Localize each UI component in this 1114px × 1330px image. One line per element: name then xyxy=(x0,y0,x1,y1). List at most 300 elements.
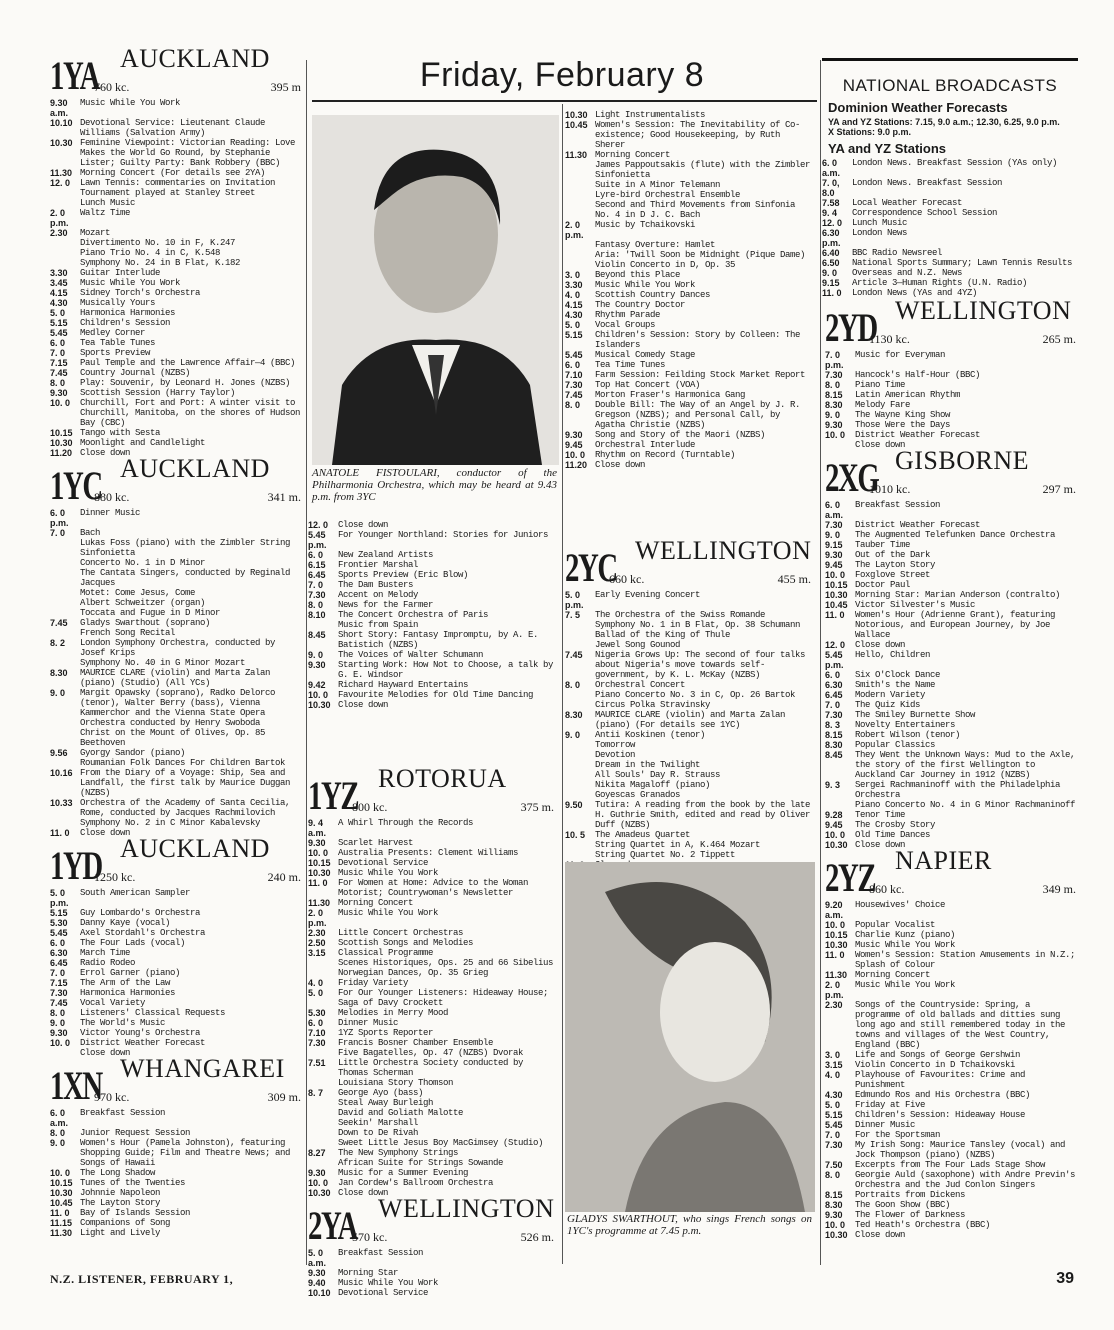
programme-title: Hancock's Half-Hour (BBC) xyxy=(855,370,981,380)
programme-title: Nigeria Grows Up: The second of four talks about Nigeria's move towards self-government, by K. L. McKay (NZBS) xyxy=(595,650,806,680)
station-frequency: 880 kc. xyxy=(94,490,130,504)
programme-time: 10.10 xyxy=(308,1288,331,1298)
station-wavelength: 455 m. xyxy=(777,572,811,586)
programme-time: 7. 0 xyxy=(50,348,66,358)
programme-title: Violin Concerto in D Tchaikovski xyxy=(855,1060,1016,1070)
programme-title: Light Instrumentalists xyxy=(595,110,706,120)
programme-title: Bach xyxy=(80,528,101,538)
programme-row xyxy=(50,1038,305,1048)
programme-title: Australia Presents: Clement Williams xyxy=(338,848,519,858)
programme-title: MAURICE CLARE (violin) and Marta Zalan (piano) (For details see 1YC) xyxy=(595,710,786,730)
programme-time: 7.10 xyxy=(565,370,583,380)
station-call-sign: 1YC xyxy=(50,463,102,508)
programme-row xyxy=(565,200,815,220)
programme-time: 5.15 xyxy=(565,330,583,340)
programme-title: Medley Corner xyxy=(80,328,146,338)
programme-time xyxy=(50,818,80,828)
programme-title: Albert Schweitzer (organ) xyxy=(80,598,206,608)
programme-title: Suite in A Minor Telemann xyxy=(595,180,721,190)
programme-time: 9.42 xyxy=(308,680,326,690)
programme-row xyxy=(565,740,815,750)
programme-time: 9. 3 xyxy=(825,780,841,790)
programme-time xyxy=(825,800,855,810)
national-broadcasts-box xyxy=(822,58,1078,298)
programme-time xyxy=(565,700,595,710)
programme-row xyxy=(308,898,558,908)
programme-time xyxy=(565,740,595,750)
programme-row xyxy=(565,690,815,700)
programme-time: 4.30 xyxy=(825,1090,843,1100)
programme-time: 7.30 xyxy=(825,370,843,380)
programme-row xyxy=(50,668,305,688)
programme-title: Modern Variety xyxy=(855,690,926,700)
programme-time: 6. 0 p.m. xyxy=(50,508,69,528)
programme-title: Toccata and Fugue in D Minor xyxy=(80,608,221,618)
programme-time: 8. 0 xyxy=(565,400,581,410)
programme-title: Music for a Summer Evening xyxy=(338,1168,469,1178)
programme-title: Popular Vocalist xyxy=(855,920,936,930)
programme-row xyxy=(565,260,815,270)
programme-title: Portraits from Dickens xyxy=(855,1190,966,1200)
programme-title: Devotional Service: Lieutenant Claude Williams (Salvation Army) xyxy=(80,118,266,138)
station-header xyxy=(825,446,1080,500)
programme-row xyxy=(565,390,815,400)
programme-row xyxy=(308,1278,558,1288)
programme-row xyxy=(565,150,815,160)
programme-time: 6.45 xyxy=(308,570,326,580)
programme-row xyxy=(825,570,1080,580)
programme-row xyxy=(565,780,815,790)
station-city: GISBORNE xyxy=(895,446,1030,475)
programme-time: 10.30 xyxy=(825,1230,848,1240)
programme-title: Musical Comedy Stage xyxy=(595,350,696,360)
programme-time: 6.45 xyxy=(825,690,843,700)
programme-title: Devotional Service xyxy=(338,858,429,868)
programme-time: 10. 0 xyxy=(565,450,586,460)
programme-row xyxy=(565,650,815,680)
programme-row xyxy=(50,748,305,758)
programme-time: 5.45 xyxy=(50,328,68,338)
programme-time: 5.45 xyxy=(825,1120,843,1130)
station-wavelength: 309 m. xyxy=(267,1090,301,1104)
programme-title: Junior Request Session xyxy=(80,1128,191,1138)
programme-row xyxy=(565,830,815,840)
programme-time xyxy=(565,260,595,270)
programme-row xyxy=(50,1198,305,1208)
programme-time: 2.30 xyxy=(825,1000,843,1010)
programme-title: Accent on Melody xyxy=(338,590,419,600)
programme-time: 5. 0 xyxy=(825,1100,841,1110)
programme-time xyxy=(565,620,595,630)
programme-time: 8. 7 xyxy=(308,1088,324,1098)
programme-row xyxy=(50,208,305,228)
programme-row xyxy=(825,1230,1080,1240)
programme-row xyxy=(565,850,815,860)
programme-time: 8.30 xyxy=(565,710,583,720)
programme-row xyxy=(50,428,305,438)
programme-time: 5.45 p.m. xyxy=(308,530,327,550)
programme-row xyxy=(825,1000,1080,1050)
programme-row xyxy=(50,998,305,1008)
programme-title: Morning Concert xyxy=(338,898,414,908)
station-header xyxy=(308,1194,558,1248)
programme-title: Novelty Entertainers xyxy=(855,720,956,730)
programme-time: 9.20 a.m. xyxy=(825,900,844,920)
programme-title: Local Weather Forecast xyxy=(852,198,963,208)
programme-time: 11. 0 xyxy=(50,828,70,838)
programme-time: 9.15 xyxy=(822,278,840,288)
programme-time: 7.30 xyxy=(565,380,583,390)
programme-row xyxy=(565,750,815,760)
programme-row xyxy=(50,178,305,198)
photo-caption-fistoulari: ANATOLE FISTOULARI, conductor of the Philharmonia Orchestra, which may be heard at 9.43 p.m. from 3YC xyxy=(312,467,557,503)
programme-row xyxy=(50,308,305,318)
programme-row xyxy=(50,258,305,268)
programme-row xyxy=(565,760,815,770)
programme-row xyxy=(50,318,305,328)
programme-title: Christ on the Mount of Olives, Op. 85 Beethoven xyxy=(80,728,266,748)
programme-row xyxy=(308,1148,558,1158)
programme-title: Lunch Music xyxy=(80,198,136,208)
programme-time xyxy=(50,628,80,638)
programme-time: 10. 0 xyxy=(825,1220,846,1230)
programme-title: New Zealand Artists xyxy=(338,550,434,560)
weather-line: YA and YZ Stations: 7.15, 9.0 a.m.; 12.30, 6.25, 9.0 p.m. xyxy=(828,117,1060,127)
programme-row xyxy=(50,968,305,978)
programme-time: 11. 0 xyxy=(825,610,845,620)
programme-time: 10.30 xyxy=(50,438,73,448)
programme-title: Piano Concerto No. 3 in C, Op. 26 Bartok xyxy=(595,690,796,700)
programme-time: 7.10 xyxy=(308,1028,326,1038)
programme-row xyxy=(565,360,815,370)
programme-time: 2. 0 p.m. xyxy=(308,908,327,928)
programme-row xyxy=(308,1108,558,1118)
programme-time: 9.30 xyxy=(308,1168,326,1178)
programme-title: Music for Everyman xyxy=(855,350,946,360)
programme-row xyxy=(308,858,558,868)
programme-row xyxy=(565,280,815,290)
station-city: WHANGAREI xyxy=(120,1054,285,1083)
programme-row xyxy=(565,240,815,250)
programme-time xyxy=(565,190,595,200)
programme-title: Music While You Work xyxy=(80,278,181,288)
programme-row xyxy=(50,1018,305,1028)
station-header xyxy=(50,44,305,98)
programme-row xyxy=(50,528,305,538)
programme-row xyxy=(308,1118,558,1128)
programme-time: 11.30 xyxy=(50,168,73,178)
programme-title: Orchestra of the Academy of Santa Cecilia, Rome, conducted by Jacques Rachmilovich xyxy=(80,798,291,818)
programme-row xyxy=(565,180,815,190)
programme-title: Johnnie Napoleon xyxy=(80,1188,161,1198)
programme-title: George Ayo (bass) xyxy=(338,1088,424,1098)
programme-row xyxy=(825,800,1080,810)
programme-title: Breakfast Session xyxy=(80,1108,166,1118)
programme-time: 9.56 xyxy=(50,748,68,758)
programme-row xyxy=(565,310,815,320)
programme-row xyxy=(50,598,305,608)
programme-row xyxy=(308,1008,558,1018)
column-divider xyxy=(562,104,563,1264)
programme-time: 8. 0 xyxy=(50,1008,66,1018)
programme-row xyxy=(825,650,1080,670)
programme-row xyxy=(825,590,1080,600)
programme-row xyxy=(825,730,1080,740)
programme-time: 10. 0 xyxy=(50,398,71,408)
programme-time: 9.30 xyxy=(565,430,583,440)
programme-time: 7.30 xyxy=(50,988,68,998)
programme-time xyxy=(565,640,595,650)
programme-title: Feminine Viewpoint: Victorian Reading: Love Makes the World Go Round, by Stephanie Lister; Guilty Party: Bank Robbery (BBC) xyxy=(80,138,296,168)
programme-time xyxy=(565,200,595,220)
programme-title: The Layton Story xyxy=(80,1198,161,1208)
station-call-sign: 2YZ xyxy=(825,855,876,900)
programme-row xyxy=(825,720,1080,730)
national-items xyxy=(822,158,1078,298)
programme-title: Sidney Torch's Orchestra xyxy=(80,288,201,298)
programme-row xyxy=(825,1160,1080,1170)
programme-title: The Voices of Walter Schumann xyxy=(338,650,484,660)
programme-title: Close down xyxy=(80,1048,131,1058)
programme-time xyxy=(50,658,80,668)
programme-row xyxy=(50,378,305,388)
station-call-sign: 2YD xyxy=(825,305,877,350)
programme-title: London News. Breakfast Session xyxy=(852,178,1003,188)
programme-time: 6.50 xyxy=(822,258,840,268)
programme-time: 5. 0 xyxy=(308,988,324,998)
programme-title: Music While You Work xyxy=(338,868,439,878)
programme-row xyxy=(825,400,1080,410)
programme-title: Victor Young's Orchestra xyxy=(80,1028,201,1038)
programme-row xyxy=(50,1108,305,1128)
programme-title: Close down xyxy=(855,840,906,850)
programme-row xyxy=(825,610,1080,640)
programme-time: 11.20 xyxy=(50,448,73,458)
programme-title: Tea Time Tunes xyxy=(595,360,666,370)
programme-title: Francis Bosner Chamber Ensemble xyxy=(338,1038,494,1048)
programme-title: Little Orchestra Society conducted by Thomas Scherman xyxy=(338,1058,524,1078)
programme-title: Louisiana Story Thomson xyxy=(338,1078,454,1088)
station-wavelength: 375 m. xyxy=(520,800,554,814)
programme-row xyxy=(308,878,558,898)
programme-row xyxy=(50,1208,305,1218)
programme-time: 5. 0 xyxy=(50,308,66,318)
programme-title: London News. Breakfast Session (YAs only) xyxy=(852,158,1058,168)
programme-row xyxy=(825,830,1080,840)
programme-row xyxy=(50,1188,305,1198)
programme-title: Aria: 'Twill Soon be Midnight (Pique Dame) xyxy=(595,250,806,260)
programme-row xyxy=(50,198,305,208)
programme-title: Second and Third Movements from Sinfonia No. 4 in D J. C. Bach xyxy=(595,200,796,220)
programme-title: Top Hat Concert (VOA) xyxy=(595,380,701,390)
programme-row xyxy=(308,958,558,968)
programme-title: The Cantata Singers, conducted by Reginald Jacques xyxy=(80,568,291,588)
programme-row xyxy=(50,608,305,618)
programme-row xyxy=(50,338,305,348)
programme-row xyxy=(825,1110,1080,1120)
programme-row xyxy=(565,320,815,330)
programme-title: London News (YAs and 4YZ) xyxy=(852,288,978,298)
programme-time: 6.30 xyxy=(50,948,68,958)
programme-row xyxy=(825,1190,1080,1200)
programme-row xyxy=(825,970,1080,980)
programme-time: 12. 0 xyxy=(308,520,329,530)
programme-row xyxy=(565,790,815,800)
programme-row xyxy=(825,1130,1080,1140)
programme-row xyxy=(50,298,305,308)
programme-time: 11.15 xyxy=(50,1218,73,1228)
programme-time xyxy=(308,1118,338,1128)
station-call-sign: 1YD xyxy=(50,843,102,888)
programme-time: 9. 0 xyxy=(825,530,841,540)
programme-title: Children's Session xyxy=(80,318,171,328)
programme-title: Dinner Music xyxy=(80,508,141,518)
programme-time xyxy=(565,770,595,780)
programme-title: Tenor Time xyxy=(855,810,906,820)
programme-row xyxy=(825,1140,1080,1160)
programme-time: 9.45 xyxy=(825,820,843,830)
programme-time xyxy=(565,180,595,190)
station-city: AUCKLAND xyxy=(120,44,270,73)
programme-row xyxy=(308,1038,558,1048)
weather-line: X Stations: 9.0 p.m. xyxy=(828,127,912,137)
programme-title: Morning Concert xyxy=(855,970,931,980)
programme-row xyxy=(825,820,1080,830)
programme-time: 10.30 xyxy=(565,110,588,120)
programme-title: Six O'Clock Dance xyxy=(855,670,941,680)
programme-row xyxy=(308,978,558,988)
programme-title: Harmonica Harmonies xyxy=(80,308,176,318)
station-frequency: 970 kc. xyxy=(94,1090,130,1104)
programme-time: 6. 0 xyxy=(308,550,324,560)
station-header xyxy=(565,536,815,590)
programme-time: 10. 0 xyxy=(50,1168,71,1178)
programme-title: Richard Hayward Entertains xyxy=(338,680,469,690)
programme-time: 7.45 xyxy=(565,390,583,400)
programme-title: Five Bagatelles, Op. 47 (NZBS) Dvorak xyxy=(338,1048,524,1058)
programme-row xyxy=(50,638,305,658)
programme-time: 6. 0 xyxy=(825,670,841,680)
programme-time: 9.30 xyxy=(50,388,68,398)
station-frequency: 860 kc. xyxy=(869,882,905,896)
programme-time: 11. 0 xyxy=(822,288,842,298)
column-divider xyxy=(306,60,307,1265)
programme-time: 9.30 xyxy=(308,660,326,670)
programme-row xyxy=(50,948,305,958)
programme-row xyxy=(565,620,815,630)
programme-title: Excerpts from The Four Lads Stage Show xyxy=(855,1160,1046,1170)
programme-title: London News xyxy=(852,228,908,238)
programme-time: 7. 5 xyxy=(565,610,581,620)
station-header xyxy=(308,764,558,818)
programme-row xyxy=(308,610,558,620)
programme-title: Symphony No. 40 in G Minor Mozart xyxy=(80,658,246,668)
programme-row xyxy=(308,1088,558,1098)
programme-title: The Four Lads (vocal) xyxy=(80,938,186,948)
programme-row xyxy=(825,640,1080,650)
portrait-illustration xyxy=(565,862,815,1212)
programme-title: Women's Session: The Inevitability of Co-existence; Good Housekeeping, by Ruth Sherer xyxy=(595,120,801,150)
programme-title: Women's Hour (Adrienne Grant), featuring Notorious, and European Journey, by Joe Wallace xyxy=(855,610,1056,640)
programme-time: 9. 0 xyxy=(825,410,841,420)
programme-title: A Whirl Through the Records xyxy=(338,818,474,828)
programme-time: 5. 0 p.m. xyxy=(565,590,584,610)
programme-row xyxy=(565,110,815,120)
programme-title: Hello, Children xyxy=(855,650,931,660)
programme-title: For Our Younger Listeners: Hideaway House; Saga of Davy Crockett xyxy=(338,988,549,1008)
programme-row xyxy=(50,1168,305,1178)
programme-title: Play: Souvenir, by Leonard H. Jones (NZBS) xyxy=(80,378,291,388)
programme-title: Tomorrow xyxy=(595,740,636,750)
programme-time: 7.45 xyxy=(50,368,68,378)
programme-row xyxy=(50,618,305,628)
programme-title: Tauber Time xyxy=(855,540,911,550)
programme-title: Morning Star: Marian Anderson (contralto) xyxy=(855,590,1061,600)
programme-row xyxy=(825,1200,1080,1210)
programme-title: Scottish Songs and Melodies xyxy=(338,938,474,948)
programme-title: MAURICE CLARE (violin) and Marta Zalan (piano) (Studio) (All YCs) xyxy=(80,668,271,688)
programme-title: Correspondence School Session xyxy=(852,208,998,218)
programme-row xyxy=(50,238,305,248)
programme-title: BBC Radio Newsreel xyxy=(852,248,943,258)
programme-row xyxy=(50,438,305,448)
programme-title: Close down xyxy=(338,520,389,530)
programme-time: 7.45 xyxy=(50,618,68,628)
programme-time: 9. 0 xyxy=(822,268,838,278)
programme-title: Axel Stordahl's Orchestra xyxy=(80,928,206,938)
programme-time: 7. 0 xyxy=(50,528,66,538)
programme-row xyxy=(50,398,305,428)
programme-time xyxy=(565,760,595,770)
station-call-sign: 2XG xyxy=(825,455,879,500)
programme-title: Close down xyxy=(80,828,131,838)
programme-time: 6. 0 xyxy=(565,360,581,370)
programme-title: Article 3—Human Rights (U.N. Radio) xyxy=(852,278,1028,288)
programme-row xyxy=(308,1048,558,1058)
programme-time: 4.15 xyxy=(50,288,68,298)
programme-time: 8. 2 xyxy=(50,638,66,648)
programme-time: 10. 0 xyxy=(825,830,846,840)
programme-title: Companions of Song xyxy=(80,1218,171,1228)
programme-time: 10.10 xyxy=(50,118,73,128)
programme-time: 2. 0 p.m. xyxy=(50,208,69,228)
programme-row xyxy=(308,550,558,560)
programme-time: 2.30 xyxy=(50,228,68,238)
programme-row xyxy=(565,730,815,740)
programme-row xyxy=(825,710,1080,720)
programme-time: 7.15 xyxy=(50,978,68,988)
programme-time: 5. 0 xyxy=(565,320,581,330)
programme-row xyxy=(825,690,1080,700)
programme-row xyxy=(308,1138,558,1148)
programme-title: Ted Heath's Orchestra (BBC) xyxy=(855,1220,991,1230)
programme-title: Ballad of the King of Thule xyxy=(595,630,731,640)
programme-time xyxy=(565,690,595,700)
programme-time: 6. 0 xyxy=(50,938,66,948)
programme-row xyxy=(50,508,305,528)
programme-row xyxy=(308,838,558,848)
programme-title: Farm Session: Feilding Stock Market Report xyxy=(595,370,806,380)
programme-title: Georgie Auld (saxophone) with Andre Previn's Orchestra and the Jud Conlon Singers xyxy=(855,1170,1076,1190)
station-frequency: 1010 kc. xyxy=(869,482,911,496)
programme-title: Morton Fraser's Harmonica Gang xyxy=(595,390,746,400)
station-city: NAPIER xyxy=(895,846,992,875)
programme-time: 9. 4 a.m. xyxy=(308,818,327,838)
programme-time xyxy=(308,1098,338,1108)
programme-title: Morning Concert (For details see 2YA) xyxy=(80,168,266,178)
programme-title: District Weather Forecast xyxy=(855,520,981,530)
programme-time: 6. 0 xyxy=(308,1018,324,1028)
